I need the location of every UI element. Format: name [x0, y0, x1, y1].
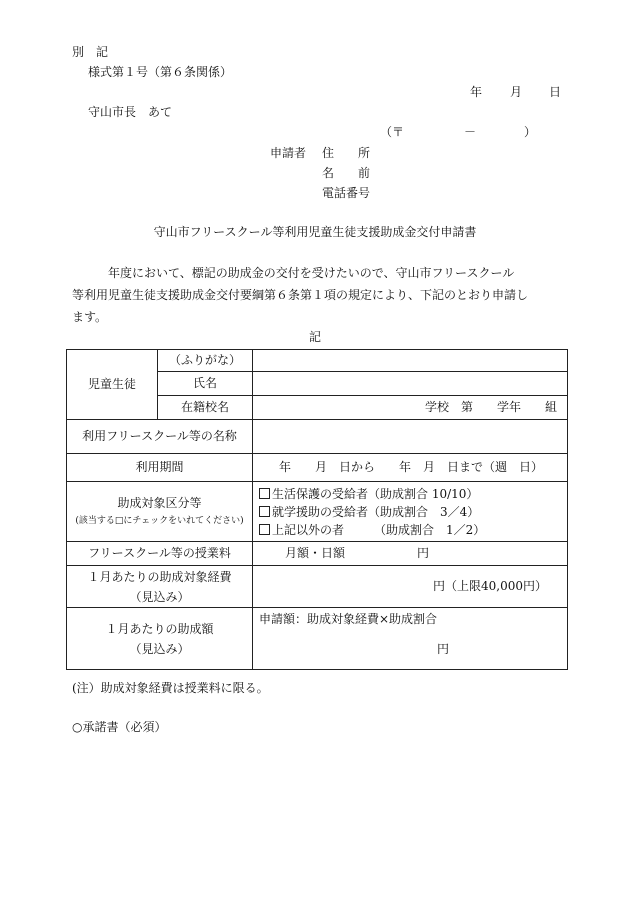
application-form-table	[66, 349, 568, 670]
category-row	[67, 482, 568, 542]
ki-heading: 記	[308, 330, 321, 344]
body-line: ます。	[72, 310, 108, 324]
date-month: 月	[510, 85, 523, 99]
monthly-grant-sub: （見込み）	[129, 641, 190, 656]
monthly-grant-label: １月あたりの助成額	[105, 621, 214, 636]
tuition-row	[67, 542, 568, 566]
student-label: 児童生徒	[67, 350, 158, 420]
monthly-cost-label: １月あたりの助成対象経費	[87, 569, 232, 584]
furigana-field[interactable]	[253, 350, 568, 372]
category-option[interactable]: 就学援助の受給者（助成割合 3／4）	[253, 503, 567, 521]
note: (注）助成対象経費は授業料に限る。	[72, 681, 269, 695]
checkbox[interactable]	[259, 524, 270, 535]
freeschool-name-label: 利用フリースクール等の名称	[67, 420, 253, 454]
name-label: 名 前	[322, 166, 371, 180]
consent-required: ○承諾書（必須）	[72, 720, 167, 734]
school-field[interactable]: 学校 第 学年 組	[253, 396, 568, 420]
tuition-label: フリースクール等の授業料	[67, 542, 253, 566]
category-options	[253, 482, 568, 542]
period-label: 利用期間	[67, 454, 253, 482]
monthly-grant-field[interactable]	[253, 608, 568, 670]
monthly-cost-row	[67, 566, 568, 608]
body-line: 等利用児童生徒支援助成金交付要綱第６条第１項の規定により、下記のとおり申請し	[72, 288, 529, 302]
monthly-cost-sub: （見込み）	[129, 589, 190, 604]
period-field[interactable]: 年 月 日から 年 月 日まで（週 日）	[253, 454, 568, 482]
freeschool-name-row	[67, 420, 568, 454]
phone-label: 電話番号	[322, 186, 371, 200]
grant-formula: 申請額：助成対象経費×助成割合	[259, 612, 438, 626]
tuition-field[interactable]: 月額・日額 円	[253, 542, 568, 566]
student-name-label: 氏名	[158, 372, 253, 396]
category-label: 助成対象区分等	[117, 495, 202, 510]
body-line: 年度において、標記の助成金の交付を受けたいので、守山市フリースクール	[72, 266, 515, 280]
body-paragraph	[72, 262, 572, 328]
document-title: 守山市フリースクール等利用児童生徒支援助成金交付申請書	[153, 225, 477, 239]
period-row	[67, 454, 568, 482]
appendix-label: 別 記	[72, 45, 109, 59]
category-note: (該当する□にチェックをいれてください)	[75, 516, 244, 527]
category-option[interactable]: 生活保護の受給者（助成割合 10/10）	[253, 485, 567, 503]
freeschool-name-field[interactable]	[253, 420, 568, 454]
grant-yen: 円	[437, 642, 450, 656]
applicant-label: 申請者	[270, 146, 307, 160]
furigana-row	[67, 350, 568, 372]
monthly-grant-cell	[67, 608, 253, 670]
student-name-field[interactable]	[253, 372, 568, 396]
furigana-label: （ふりがな）	[158, 350, 253, 372]
checkbox[interactable]	[259, 506, 270, 517]
postal-code: （〒 － ）	[380, 125, 537, 139]
category-option[interactable]: 上記以外の者 （助成割合 1／2）	[253, 521, 567, 539]
monthly-grant-row	[67, 608, 568, 670]
monthly-cost-field[interactable]: 円（上限40,000円）	[253, 566, 568, 608]
date-year: 年	[470, 85, 483, 99]
school-label: 在籍校名	[158, 396, 253, 420]
monthly-cost-cell	[67, 566, 253, 608]
date-day: 日	[549, 85, 562, 99]
checkbox[interactable]	[259, 488, 270, 499]
category-cell	[67, 482, 253, 542]
form-number: 様式第１号（第６条関係）	[88, 65, 233, 79]
address-label: 住 所	[322, 146, 371, 160]
addressee: 守山市長 あて	[88, 105, 173, 119]
